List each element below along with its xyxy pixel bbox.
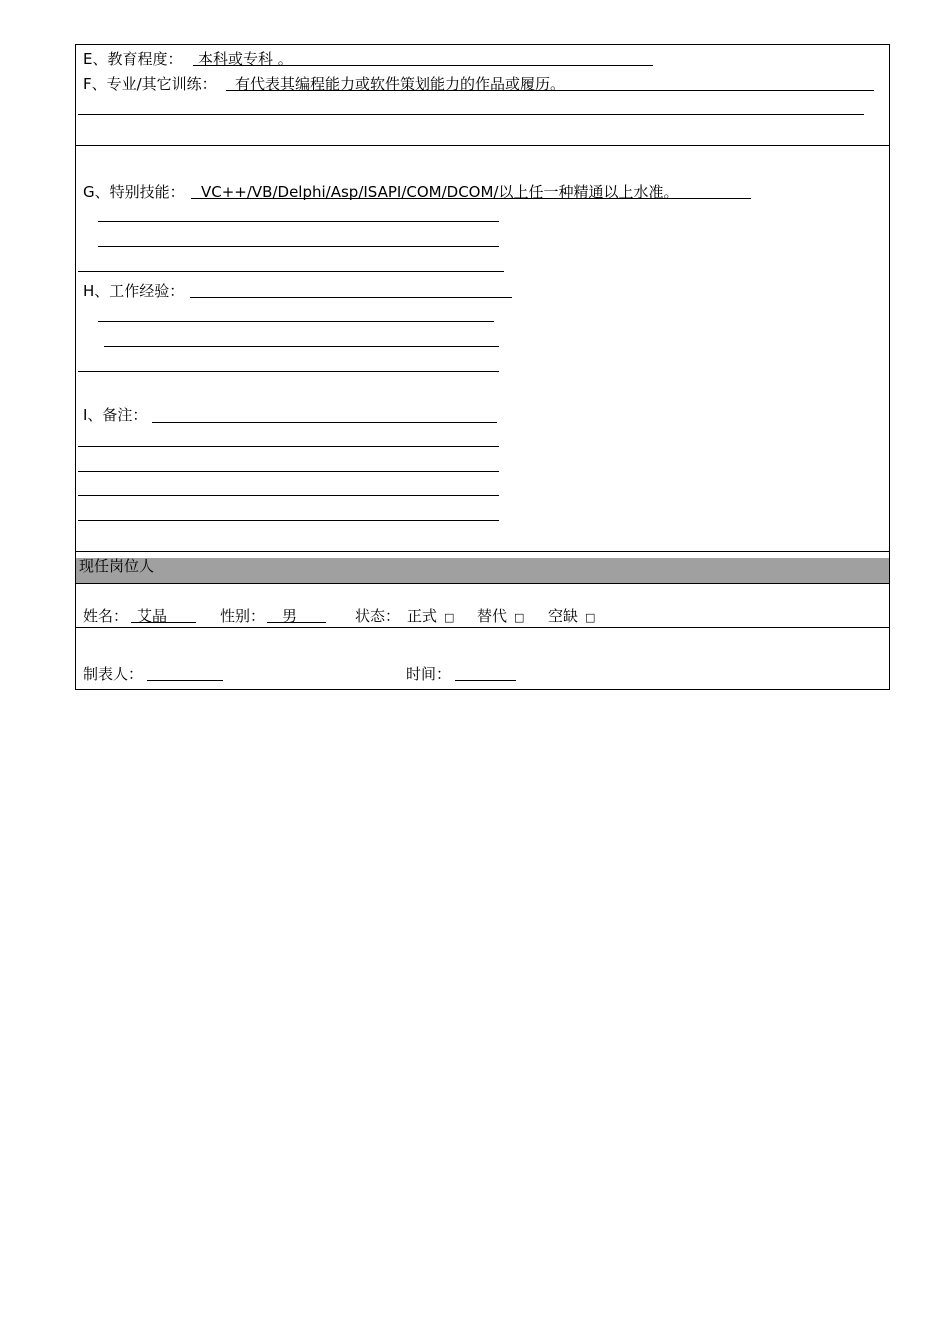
training-blank-line bbox=[78, 114, 864, 115]
form-frame bbox=[75, 44, 890, 690]
gender-label: 性别： bbox=[220, 607, 266, 625]
education-underline bbox=[193, 65, 653, 66]
incumbent-header bbox=[76, 558, 889, 584]
section-divider bbox=[76, 551, 889, 552]
gender-underline bbox=[267, 622, 326, 623]
time-label: 时间： bbox=[406, 665, 452, 683]
status-checkbox-vacant[interactable]: □ bbox=[585, 611, 596, 624]
section-divider bbox=[76, 627, 889, 628]
education-label: E、教育程度： bbox=[83, 50, 183, 68]
name-underline bbox=[131, 622, 196, 623]
notes-blank-line bbox=[78, 520, 499, 521]
skills-blank-line bbox=[78, 271, 504, 272]
experience-blank-line bbox=[98, 321, 494, 322]
gender-value: 男 bbox=[282, 607, 298, 625]
notes-blank-line bbox=[78, 446, 499, 447]
skills-blank-line bbox=[98, 221, 499, 222]
skills-underline bbox=[191, 198, 751, 199]
training-label: F、专业/其它训练： bbox=[83, 75, 217, 93]
maker-underline bbox=[147, 680, 223, 681]
skills-blank-line bbox=[98, 246, 499, 247]
status-label: 状态： bbox=[355, 607, 401, 625]
status-option-formal: 正式 bbox=[407, 607, 438, 625]
status-option-vacant: 空缺 bbox=[548, 607, 579, 625]
notes-underline bbox=[152, 422, 497, 423]
notes-blank-line bbox=[78, 471, 499, 472]
name-value: 艾晶 bbox=[137, 607, 168, 625]
skills-label: G、特别技能： bbox=[83, 183, 185, 201]
status-checkbox-substitute[interactable]: □ bbox=[514, 611, 525, 624]
skills-value: VC++/VB/Delphi/Asp/ISAPI/COM/DCOM/以上任一种精通以上水准。 bbox=[201, 183, 679, 201]
status-option-substitute: 替代 bbox=[477, 607, 508, 625]
incumbent-title: 现任岗位人 bbox=[79, 557, 155, 575]
training-value: 有代表其编程能力或软件策划能力的作品或履历。 bbox=[235, 75, 566, 93]
section-divider bbox=[76, 145, 889, 146]
experience-label: H、工作经验： bbox=[83, 282, 185, 300]
education-value: 本科或专科 。 bbox=[198, 50, 293, 68]
training-underline bbox=[226, 90, 874, 91]
maker-label: 制表人： bbox=[83, 665, 144, 683]
notes-label: I、备注： bbox=[83, 406, 148, 424]
experience-underline bbox=[190, 297, 512, 298]
notes-blank-line bbox=[78, 495, 499, 496]
experience-blank-line bbox=[78, 371, 499, 372]
time-underline bbox=[455, 680, 516, 681]
name-label: 姓名： bbox=[83, 607, 129, 625]
status-checkbox-formal[interactable]: □ bbox=[444, 611, 455, 624]
experience-blank-line bbox=[104, 346, 499, 347]
